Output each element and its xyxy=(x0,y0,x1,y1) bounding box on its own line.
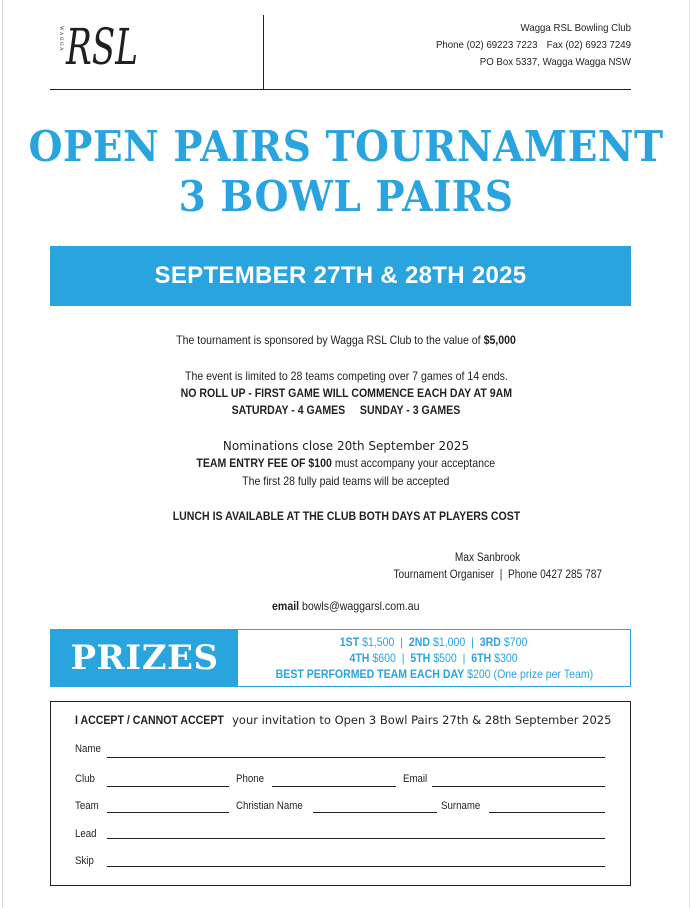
entry-fee-rest: must accompany your acceptance xyxy=(335,456,496,470)
sponsor-amount: $5,000 xyxy=(483,333,516,347)
organiser-name: Max Sanbrook xyxy=(454,552,520,564)
logo-text: RSL xyxy=(65,18,138,76)
prize-place: 3RD xyxy=(480,635,502,649)
first-28-line xyxy=(0,473,692,490)
club-fax: Fax (02) 6923 7249 xyxy=(546,39,631,51)
logo-vertical-text: WAGGA xyxy=(58,26,63,53)
name-field[interactable] xyxy=(107,757,605,758)
christian-name-label: Christian Name xyxy=(236,800,303,812)
prize-separator: | xyxy=(402,651,405,665)
email-field-label: Email xyxy=(403,773,428,785)
roll-up-text: NO ROLL UP - FIRST GAME WILL COMMENCE EACH DAY AT 9AM xyxy=(180,386,512,400)
saturday-games: SATURDAY - 4 GAMES xyxy=(231,403,346,417)
team-field[interactable] xyxy=(107,812,229,813)
sunday-games: SUNDAY - 3 GAMES xyxy=(359,403,461,417)
club-name: Wagga RSL Bowling Club xyxy=(520,22,631,34)
prize-separator: | xyxy=(471,635,475,649)
lead-label: Lead xyxy=(75,828,97,840)
sponsor-text: The tournament is sponsored by Wagga RSL Club to the value of xyxy=(176,333,481,347)
organiser-separator: | xyxy=(499,569,503,581)
lunch-line xyxy=(0,508,692,525)
limit-line xyxy=(0,368,692,385)
skip-label: Skip xyxy=(75,855,94,867)
email-field[interactable] xyxy=(432,786,605,787)
prize-amount: $700 xyxy=(504,635,528,649)
club-label: Club xyxy=(75,773,95,785)
prizes-row-2 xyxy=(350,650,518,666)
title-line-1: OPEN PAIRS TOURNAMENT xyxy=(28,122,664,171)
organiser-phone: Phone 0427 285 787 xyxy=(508,569,602,581)
prize-amount: $1,000 xyxy=(433,635,466,649)
lunch-text: LUNCH IS AVAILABLE AT THE CLUB BOTH DAYS AT PLAYERS COST xyxy=(172,509,520,523)
organiser-role: Tournament Organiser xyxy=(393,569,495,581)
christian-name-field[interactable] xyxy=(313,812,437,813)
email-address[interactable]: bowls@waggarsl.com.au xyxy=(302,599,420,613)
email-line xyxy=(0,598,692,615)
form-heading-rest: your invitation to Open 3 Bowl Pairs 27th & 28th September 2025 xyxy=(232,713,612,727)
form-heading-bold: I ACCEPT / CANNOT ACCEPT xyxy=(75,713,224,727)
prizes-row-1 xyxy=(340,634,528,650)
prize-amount: $600 xyxy=(372,651,397,665)
header-divider xyxy=(263,15,264,90)
first-28-text: The first 28 fully paid teams will be accepted xyxy=(242,474,450,488)
phone-label: Phone xyxy=(236,773,264,785)
surname-label: Surname xyxy=(441,800,481,812)
prize-place: 6TH xyxy=(471,651,492,665)
roll-up-line xyxy=(0,385,692,402)
email-label: email xyxy=(272,599,300,613)
prize-amount: $300 xyxy=(494,651,519,665)
best-team-label: BEST PERFORMED TEAM EACH DAY xyxy=(275,667,464,681)
club-field[interactable] xyxy=(107,786,229,787)
prize-place: 5TH xyxy=(410,651,431,665)
organiser-block xyxy=(365,550,602,584)
team-label: Team xyxy=(75,800,99,812)
skip-field[interactable] xyxy=(107,866,605,867)
sponsor-line xyxy=(0,332,692,349)
prizes-box xyxy=(50,629,631,687)
form-heading xyxy=(75,713,611,727)
entry-form xyxy=(50,701,631,886)
prize-separator: | xyxy=(400,635,404,649)
header-rule xyxy=(50,89,631,90)
nominations-line xyxy=(0,438,692,455)
rsl-logo-icon xyxy=(54,12,140,76)
phone-field[interactable] xyxy=(272,786,396,787)
prize-amount: $1,500 xyxy=(362,635,395,649)
title-line-2: 3 BOWL PAIRS xyxy=(178,172,514,221)
prizes-label: PRIZES xyxy=(51,630,238,686)
lead-field[interactable] xyxy=(107,838,605,839)
date-banner xyxy=(50,246,631,306)
entry-fee-bold: TEAM ENTRY FEE OF $100 xyxy=(196,456,333,470)
club-phone: Phone (02) 69223 7223 xyxy=(435,39,538,51)
limit-text: The event is limited to 28 teams competing over 7 games of 14 ends. xyxy=(184,369,508,383)
club-po-box: PO Box 5337, Wagga Wagga NSW xyxy=(479,56,631,68)
prize-separator: | xyxy=(463,651,466,665)
entry-fee-line xyxy=(0,455,692,472)
event-date: SEPTEMBER 27TH & 28TH 2025 xyxy=(154,262,527,289)
prize-place: 4TH xyxy=(349,651,370,665)
club-contact xyxy=(436,20,631,71)
prize-amount: $500 xyxy=(433,651,458,665)
best-team-row xyxy=(275,666,592,682)
prize-place: 1ST xyxy=(340,635,360,649)
games-line xyxy=(0,402,692,419)
surname-field[interactable] xyxy=(489,812,605,813)
name-label: Name xyxy=(75,743,101,755)
best-team-amount: $200 (One prize per Team) xyxy=(466,667,593,681)
club-phone-fax xyxy=(436,37,631,54)
prize-place: 2ND xyxy=(409,635,431,649)
nominations-text: Nominations close 20th September 2025 xyxy=(222,439,470,453)
prizes-list xyxy=(238,634,630,682)
